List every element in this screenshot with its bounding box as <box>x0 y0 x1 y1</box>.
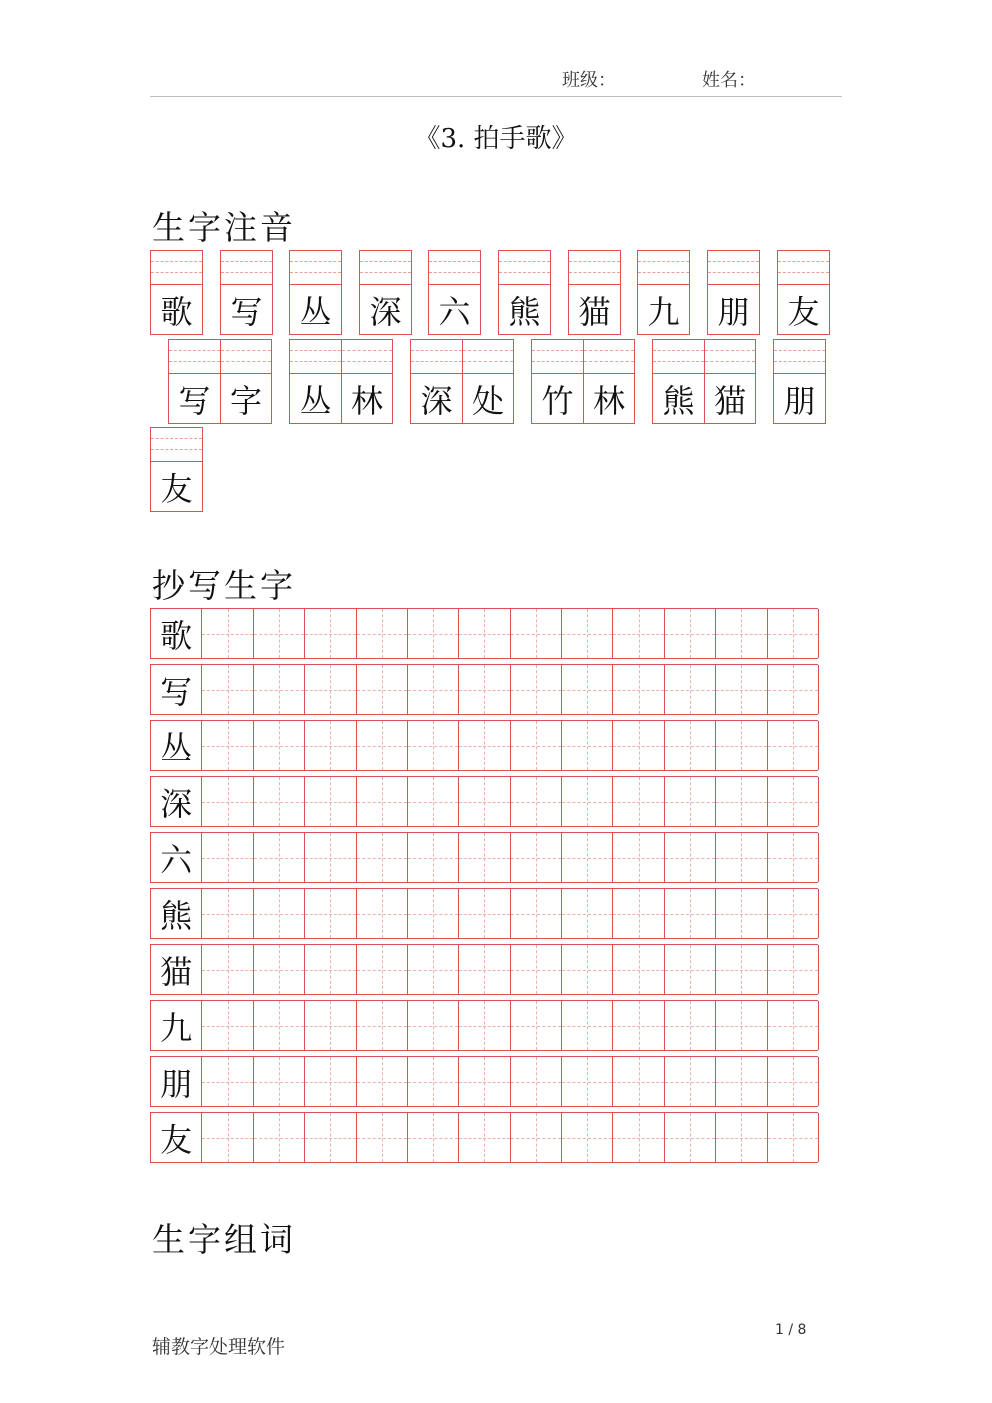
pinyin-cell <box>638 251 689 334</box>
pinyin-writing-lines[interactable] <box>569 251 620 285</box>
practice-cell[interactable] <box>716 833 767 882</box>
practice-cell[interactable] <box>665 1057 716 1106</box>
pinyin-writing-lines[interactable] <box>151 251 202 285</box>
practice-cell[interactable] <box>716 1001 767 1050</box>
pinyin-box <box>773 339 826 424</box>
pinyin-character: 林 <box>350 382 383 420</box>
pinyin-writing-lines[interactable] <box>169 340 220 374</box>
page-title: 《3. 拍手歌》 <box>414 124 578 154</box>
pinyin-box <box>220 250 273 335</box>
model-character: 深 <box>151 777 201 826</box>
pinyin-cell <box>341 340 392 423</box>
practice-cell[interactable] <box>562 1057 613 1106</box>
pinyin-character: 字 <box>229 382 262 420</box>
model-character: 友 <box>151 1113 201 1162</box>
practice-cell[interactable] <box>357 833 408 882</box>
pinyin-character: 竹 <box>541 382 574 420</box>
pinyin-cell <box>169 340 220 423</box>
practice-cell[interactable] <box>202 665 253 714</box>
practice-cell[interactable] <box>613 721 664 770</box>
practice-cell[interactable] <box>613 889 664 938</box>
pinyin-writing-lines[interactable] <box>151 428 202 462</box>
name-label: 姓名： <box>702 70 756 91</box>
model-character-cell <box>151 609 202 658</box>
practice-cell[interactable] <box>665 1001 716 1050</box>
practice-cell[interactable] <box>716 945 767 994</box>
practice-cell[interactable] <box>716 1113 767 1162</box>
practice-cell[interactable] <box>665 721 716 770</box>
practice-cell[interactable] <box>305 721 356 770</box>
pinyin-writing-lines[interactable] <box>532 340 583 374</box>
pinyin-character: 朋 <box>717 293 750 331</box>
practice-cell[interactable] <box>716 665 767 714</box>
pinyin-writing-lines[interactable] <box>653 340 704 374</box>
copy-row <box>150 608 818 659</box>
practice-cell[interactable] <box>254 889 305 938</box>
pinyin-cell <box>290 251 341 334</box>
practice-cell[interactable] <box>562 889 613 938</box>
practice-cell[interactable] <box>665 665 716 714</box>
copy-row <box>150 944 818 995</box>
practice-cell[interactable] <box>511 1113 562 1162</box>
page-number: 1 / 8 <box>775 1322 807 1338</box>
practice-cell[interactable] <box>254 1001 305 1050</box>
pinyin-writing-lines[interactable] <box>705 340 755 374</box>
pinyin-writing-lines[interactable] <box>638 251 689 285</box>
pinyin-cell <box>151 251 202 334</box>
practice-cell[interactable] <box>202 945 253 994</box>
practice-cell[interactable] <box>665 945 716 994</box>
pinyin-cell <box>221 251 272 334</box>
practice-cell[interactable] <box>305 945 356 994</box>
practice-cell[interactable] <box>357 1057 408 1106</box>
pinyin-character: 朋 <box>783 382 816 420</box>
practice-cell[interactable] <box>768 889 819 938</box>
pinyin-box <box>568 250 621 335</box>
pinyin-cell <box>429 251 480 334</box>
copy-row <box>150 1000 818 1051</box>
pinyin-box <box>707 250 760 335</box>
practice-cell[interactable] <box>613 777 664 826</box>
practice-cell[interactable] <box>716 721 767 770</box>
pinyin-box <box>289 250 342 335</box>
practice-cell[interactable] <box>768 945 819 994</box>
practice-cell[interactable] <box>562 1001 613 1050</box>
practice-cell[interactable] <box>202 889 253 938</box>
practice-cell[interactable] <box>459 665 510 714</box>
model-character: 丛 <box>151 721 201 770</box>
practice-cell[interactable] <box>305 1057 356 1106</box>
practice-cell[interactable] <box>459 1113 510 1162</box>
model-character-cell <box>151 889 202 938</box>
practice-cell[interactable] <box>254 1057 305 1106</box>
practice-cell[interactable] <box>665 833 716 882</box>
practice-cell[interactable] <box>408 945 459 994</box>
practice-cell[interactable] <box>562 777 613 826</box>
pinyin-writing-lines[interactable] <box>290 340 341 374</box>
practice-cell[interactable] <box>357 721 408 770</box>
pinyin-character: 猫 <box>578 293 611 331</box>
practice-cell[interactable] <box>459 609 510 658</box>
pinyin-cell <box>778 251 829 334</box>
model-character: 歌 <box>151 609 201 658</box>
pinyin-cell <box>704 340 755 423</box>
model-character: 九 <box>151 1001 201 1050</box>
pinyin-character: 九 <box>647 293 680 331</box>
pinyin-character: 丛 <box>299 293 332 331</box>
practice-cell[interactable] <box>613 1113 664 1162</box>
practice-cell[interactable] <box>357 777 408 826</box>
model-character: 六 <box>151 833 201 882</box>
copy-row <box>150 664 818 715</box>
pinyin-writing-lines[interactable] <box>360 251 411 285</box>
practice-cell[interactable] <box>562 721 613 770</box>
practice-cell[interactable] <box>511 945 562 994</box>
practice-cell[interactable] <box>357 945 408 994</box>
pinyin-box <box>531 339 635 424</box>
pinyin-cell <box>411 340 462 423</box>
practice-cell[interactable] <box>665 1113 716 1162</box>
practice-cell[interactable] <box>408 721 459 770</box>
practice-cell[interactable] <box>562 609 613 658</box>
practice-cell[interactable] <box>613 833 664 882</box>
practice-cell[interactable] <box>202 721 253 770</box>
practice-cell[interactable] <box>357 889 408 938</box>
practice-cell[interactable] <box>562 1113 613 1162</box>
practice-cell[interactable] <box>202 1113 253 1162</box>
pinyin-character: 深 <box>420 382 453 420</box>
practice-cell[interactable] <box>768 1113 819 1162</box>
pinyin-box <box>410 339 514 424</box>
pinyin-writing-lines[interactable] <box>499 251 550 285</box>
practice-cell[interactable] <box>408 833 459 882</box>
pinyin-writing-lines[interactable] <box>290 251 341 285</box>
practice-cell[interactable] <box>254 777 305 826</box>
practice-cell[interactable] <box>305 777 356 826</box>
practice-cell[interactable] <box>613 1057 664 1106</box>
pinyin-cell <box>462 340 513 423</box>
practice-cell[interactable] <box>562 665 613 714</box>
practice-cell[interactable] <box>511 1001 562 1050</box>
practice-cell[interactable] <box>254 665 305 714</box>
pinyin-character: 友 <box>160 470 193 508</box>
pinyin-box <box>150 427 203 512</box>
practice-cell[interactable] <box>716 889 767 938</box>
header-divider <box>150 96 842 97</box>
model-character-cell <box>151 777 202 826</box>
practice-cell[interactable] <box>716 1057 767 1106</box>
practice-cell[interactable] <box>613 1001 664 1050</box>
practice-cell[interactable] <box>459 945 510 994</box>
model-character: 猫 <box>151 945 201 994</box>
practice-cell[interactable] <box>459 1001 510 1050</box>
pinyin-writing-lines[interactable] <box>221 251 272 285</box>
pinyin-box <box>150 250 203 335</box>
practice-cell[interactable] <box>357 1113 408 1162</box>
practice-cell[interactable] <box>357 1001 408 1050</box>
pinyin-box <box>498 250 551 335</box>
pinyin-character: 深 <box>369 293 402 331</box>
practice-cell[interactable] <box>665 889 716 938</box>
practice-cell[interactable] <box>202 1057 253 1106</box>
copy-row <box>150 1056 818 1107</box>
practice-cell[interactable] <box>408 609 459 658</box>
copy-row <box>150 888 818 939</box>
pinyin-box <box>777 250 830 335</box>
footer-software: 辅教字处理软件 <box>152 1336 286 1358</box>
practice-cell[interactable] <box>459 721 510 770</box>
practice-cell[interactable] <box>459 889 510 938</box>
model-character: 写 <box>151 665 201 714</box>
practice-cell[interactable] <box>202 1001 253 1050</box>
practice-cell[interactable] <box>202 777 253 826</box>
pinyin-character: 六 <box>438 293 471 331</box>
section-title-pinyin: 生字注音 <box>152 208 296 247</box>
pinyin-box <box>359 250 412 335</box>
practice-cell[interactable] <box>665 777 716 826</box>
model-character-cell <box>151 1057 202 1106</box>
practice-cell[interactable] <box>408 889 459 938</box>
practice-cell[interactable] <box>459 1057 510 1106</box>
pinyin-writing-lines[interactable] <box>221 340 271 374</box>
copy-row <box>150 720 818 771</box>
practice-cell[interactable] <box>408 1001 459 1050</box>
practice-cell[interactable] <box>254 833 305 882</box>
practice-cell[interactable] <box>254 721 305 770</box>
practice-cell[interactable] <box>202 609 253 658</box>
pinyin-writing-lines[interactable] <box>342 340 392 374</box>
practice-cell[interactable] <box>768 1057 819 1106</box>
pinyin-cell <box>290 340 341 423</box>
pinyin-box <box>289 339 393 424</box>
practice-cell[interactable] <box>202 833 253 882</box>
practice-cell[interactable] <box>254 609 305 658</box>
pinyin-writing-lines[interactable] <box>463 340 513 374</box>
practice-cell[interactable] <box>768 1001 819 1050</box>
practice-cell[interactable] <box>408 1057 459 1106</box>
practice-cell[interactable] <box>716 777 767 826</box>
pinyin-character: 歌 <box>160 293 193 331</box>
pinyin-cell <box>569 251 620 334</box>
pinyin-character: 熊 <box>508 293 541 331</box>
pinyin-cell <box>360 251 411 334</box>
pinyin-writing-lines[interactable] <box>411 340 462 374</box>
practice-cell[interactable] <box>716 609 767 658</box>
copy-row <box>150 776 818 827</box>
section-title-copy: 抄写生字 <box>152 566 296 605</box>
practice-cell[interactable] <box>511 833 562 882</box>
pinyin-character: 写 <box>230 293 263 331</box>
pinyin-character: 丛 <box>299 382 332 420</box>
practice-cell[interactable] <box>459 833 510 882</box>
practice-cell[interactable] <box>459 777 510 826</box>
pinyin-cell <box>583 340 634 423</box>
practice-cell[interactable] <box>511 1057 562 1106</box>
practice-cell[interactable] <box>768 721 819 770</box>
practice-cell[interactable] <box>562 945 613 994</box>
pinyin-character: 林 <box>592 382 625 420</box>
practice-cell[interactable] <box>613 945 664 994</box>
pinyin-character: 猫 <box>713 382 746 420</box>
pinyin-writing-lines[interactable] <box>584 340 634 374</box>
copy-row <box>150 832 818 883</box>
pinyin-character: 处 <box>471 382 504 420</box>
pinyin-cell <box>774 340 825 423</box>
practice-cell[interactable] <box>511 609 562 658</box>
model-character-cell <box>151 833 202 882</box>
pinyin-character: 写 <box>178 382 211 420</box>
practice-cell[interactable] <box>665 609 716 658</box>
model-character-cell <box>151 721 202 770</box>
copy-grid <box>150 608 818 1168</box>
copy-row <box>150 1112 818 1163</box>
practice-cell[interactable] <box>511 889 562 938</box>
pinyin-character: 友 <box>787 293 820 331</box>
practice-cell[interactable] <box>768 665 819 714</box>
practice-cell[interactable] <box>511 777 562 826</box>
model-character-cell <box>151 945 202 994</box>
practice-cell[interactable] <box>305 665 356 714</box>
model-character-cell <box>151 665 202 714</box>
model-character-cell <box>151 1001 202 1050</box>
practice-cell[interactable] <box>254 1113 305 1162</box>
pinyin-cell <box>708 251 759 334</box>
practice-cell[interactable] <box>511 721 562 770</box>
pinyin-writing-lines[interactable] <box>429 251 480 285</box>
pinyin-character: 熊 <box>662 382 695 420</box>
pinyin-cell <box>220 340 271 423</box>
model-character: 熊 <box>151 889 201 938</box>
section-title-words: 生字组词 <box>152 1220 296 1259</box>
pinyin-box <box>637 250 690 335</box>
model-character-cell <box>151 1113 202 1162</box>
practice-cell[interactable] <box>305 609 356 658</box>
pinyin-cell <box>151 428 202 511</box>
pinyin-writing-lines[interactable] <box>778 251 829 285</box>
practice-cell[interactable] <box>768 777 819 826</box>
practice-cell[interactable] <box>408 777 459 826</box>
pinyin-box <box>428 250 481 335</box>
practice-cell[interactable] <box>768 609 819 658</box>
class-label: 班级： <box>562 70 616 91</box>
practice-cell[interactable] <box>305 1001 356 1050</box>
practice-cell[interactable] <box>357 665 408 714</box>
practice-cell[interactable] <box>408 1113 459 1162</box>
practice-cell[interactable] <box>613 665 664 714</box>
practice-cell[interactable] <box>408 665 459 714</box>
pinyin-writing-lines[interactable] <box>708 251 759 285</box>
practice-cell[interactable] <box>613 609 664 658</box>
practice-cell[interactable] <box>357 609 408 658</box>
pinyin-box <box>652 339 756 424</box>
pinyin-writing-lines[interactable] <box>774 340 825 374</box>
practice-cell[interactable] <box>562 833 613 882</box>
practice-cell[interactable] <box>305 889 356 938</box>
pinyin-cell <box>499 251 550 334</box>
practice-cell[interactable] <box>254 945 305 994</box>
model-character: 朋 <box>151 1057 201 1106</box>
pinyin-cell <box>532 340 583 423</box>
practice-cell[interactable] <box>305 1113 356 1162</box>
pinyin-cell <box>653 340 704 423</box>
practice-cell[interactable] <box>511 665 562 714</box>
practice-cell[interactable] <box>305 833 356 882</box>
practice-cell[interactable] <box>768 833 819 882</box>
pinyin-box <box>168 339 272 424</box>
